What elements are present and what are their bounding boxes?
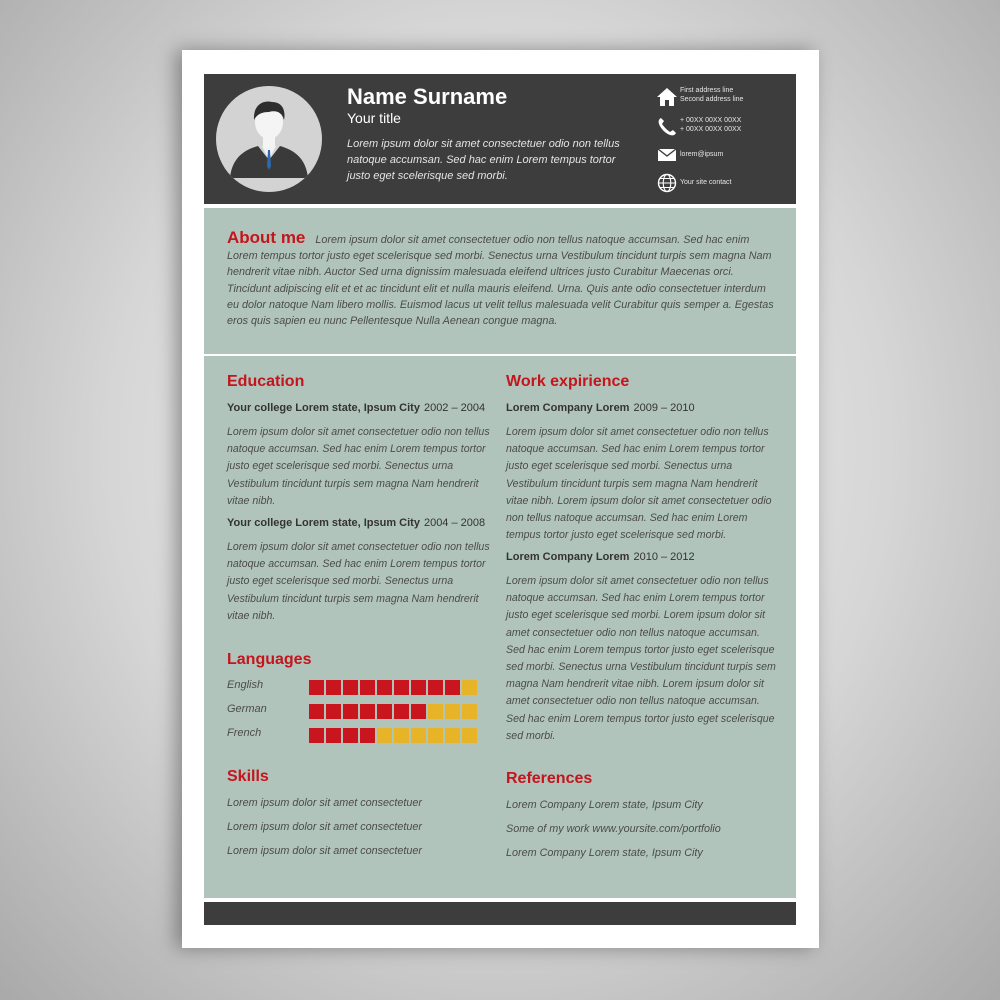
work-entry-1-title: Lorem Company Lorem (506, 402, 630, 414)
level-square-filled (343, 680, 358, 695)
level-square-filled (377, 680, 392, 695)
phone-1: + 00XX 00XX 00XX (680, 117, 742, 124)
level-square-filled (394, 680, 409, 695)
education-entry-1-years: 2002 – 2004 (423, 402, 486, 414)
education-entry-1-text: Lorem ipsum dolor sit amet consectetuer odio non tellus natoque accumsan. Sed hac enim Lorem tempus tortor justo eget scelerisque sed morbi. Senectus urna Vestibulum tincidunt turpis sem magna Nam hendrerit vitae nibh. (227, 426, 490, 507)
contact-email (656, 144, 796, 168)
education-entry-2-text: Lorem ipsum dolor sit amet consectetuer odio non tellus natoque accumsan. Sed hac enim Lorem tempus tortor justo eget scelerisque sed morbi. Senectus urna Vestibulum tincidunt turpis sem magna Nam hendrerit vitae nibh. (227, 541, 490, 622)
education-entry-2-years: 2004 – 2008 (423, 517, 486, 529)
level-square-filled (377, 704, 392, 719)
references-heading: References (506, 770, 593, 787)
education-heading: Education (227, 373, 305, 390)
level-square-filled (326, 728, 341, 743)
level-square-filled (326, 704, 341, 719)
about-text-block (227, 230, 777, 329)
reference-item: Some of my work www.yoursite.com/portfolio (506, 823, 721, 835)
level-square-empty (428, 704, 443, 719)
level-square-empty (445, 728, 460, 743)
job-title: Your title (347, 110, 401, 126)
contact-address (656, 86, 796, 110)
footer-bar (204, 902, 796, 925)
phone-2: + 00XX 00XX 00XX (680, 126, 742, 133)
level-square-empty (394, 728, 409, 743)
level-square-filled (428, 680, 443, 695)
person-icon (216, 86, 322, 192)
address-line-2: Second address line (680, 96, 744, 103)
language-name: English (227, 679, 264, 691)
level-square-filled (411, 680, 426, 695)
work-entry-1-text: Lorem ipsum dolor sit amet consectetuer odio non tellus natoque accumsan. Sed hac enim Lorem tempus tortor justo eget scelerisque sed morbi. Senectus urna Vestibulum tincidunt turpis sem magna Nam hendrerit vitae nibh. Lorem ipsum dolor sit amet consectetuer odio non tellus natoque accumsan. Sed hac enim Lorem tempus tortor justo eget scelerisque sed morbi. (506, 426, 772, 542)
education-entry-title (227, 402, 485, 414)
reference-item: Lorem Company Lorem state, Ipsum City (506, 799, 703, 811)
work-entry-2-title: Lorem Company Lorem (506, 551, 630, 563)
about-section (204, 208, 796, 354)
work-entry-2-text: Lorem ipsum dolor sit amet consectetuer odio non tellus natoque accumsan. Sed hac enim Lorem tempus tortor justo eget scelerisque sed morbi. Lorem ipsum dolor sit amet consectetuer odio non tellus natoque accumsan. Sed hac enim Lorem tempus tortor justo eget scelerisque sed morbi. Senectus urna Vestibulum tincidunt turpis sem magna Nam hendrerit vitae nibh. Lorem ipsum dolor sit amet consectetuer odio non tellus natoque accumsan. Sed hac enim Lorem tempus tortor justo eget scelerisque sed morbi. (506, 575, 776, 742)
site-contact: Your site contact (680, 179, 732, 186)
about-text: Lorem ipsum dolor sit amet consectetuer odio non tellus natoque accumsan. Sed hac enim Lorem tempus tortor justo eget scelerisque sed morbi. Senectus urna Vestibulum tincidunt turpis sem magna Nam hendrerit vitae nibh. Auctor Sed urna dignissim malesuada eleifend ultrices justo Curabitur Maecenas orci. Tincidunt adipiscing elit et et ac tincidunt elit et nulla mauris eleifend. Urna. Quis ante odio consectetuer interdum eu dolor natoque Nam libero mollis. Euismod lacus ut velit tellus malesuada velit Curabitur quis semper a. Egestas eros quis sapien eu nunc Pellentesque Nulla Aenean congue magna. (227, 234, 774, 328)
reference-item: Lorem Company Lorem state, Ipsum City (506, 847, 703, 859)
level-square-empty (462, 680, 477, 695)
work-entry-title (506, 551, 695, 563)
contact-site (656, 172, 796, 196)
level-square-filled (309, 680, 324, 695)
level-square-empty (445, 704, 460, 719)
skill-item: Lorem ipsum dolor sit amet consectetuer (227, 845, 423, 857)
education-entry-1-title: Your college Lorem state, Ipsum City (227, 402, 420, 414)
address-line-1: First address line (680, 87, 734, 94)
level-square-empty (377, 728, 392, 743)
skill-item: Lorem ipsum dolor sit amet consectetuer (227, 797, 423, 809)
address-lines (680, 86, 743, 104)
level-square-filled (411, 704, 426, 719)
work-entry-2-years: 2010 – 2012 (633, 551, 695, 563)
resume-header (204, 74, 796, 204)
work-heading: Work expirience (506, 373, 630, 390)
level-square-filled (343, 704, 358, 719)
level-square-filled (343, 728, 358, 743)
skill-item: Lorem ipsum dolor sit amet consectetuer (227, 821, 423, 833)
languages-heading: Languages (227, 651, 312, 668)
resume-sheet (182, 50, 819, 948)
level-square-filled (360, 680, 375, 695)
level-square-empty (428, 728, 443, 743)
phone-icon (656, 116, 678, 138)
level-square-filled (326, 680, 341, 695)
avatar (216, 86, 322, 192)
main-section (204, 356, 796, 898)
globe-icon (656, 172, 678, 194)
intro-text: Lorem ipsum dolor sit amet consectetuer odio non tellus natoque accumsan. Sed hac enim Lorem tempus tortor justo eget scelerisque sed morbi. (347, 138, 620, 182)
education-entry-title (227, 517, 485, 529)
work-entry-title (506, 402, 695, 414)
level-square-empty (462, 728, 477, 743)
level-square-empty (462, 704, 477, 719)
work-entry-1-years: 2009 – 2010 (633, 402, 695, 414)
phone-numbers (680, 116, 741, 134)
language-level-bar (309, 680, 479, 695)
level-square-filled (309, 728, 324, 743)
education-entry-2-title: Your college Lorem state, Ipsum City (227, 517, 420, 529)
name: Name Surname (347, 84, 508, 109)
mail-icon (656, 144, 678, 166)
about-heading: About me (227, 228, 306, 247)
level-square-empty (411, 728, 426, 743)
level-square-filled (394, 704, 409, 719)
language-name: German (227, 703, 267, 715)
level-square-filled (360, 728, 375, 743)
language-level-bar (309, 728, 479, 743)
level-square-filled (309, 704, 324, 719)
skills-heading: Skills (227, 768, 269, 785)
home-icon (656, 86, 678, 108)
language-level-bar (309, 704, 479, 719)
level-square-filled (445, 680, 460, 695)
level-square-filled (360, 704, 375, 719)
contact-phone (656, 116, 796, 140)
email: lorem@ipsum (680, 151, 724, 158)
language-name: French (227, 727, 262, 739)
